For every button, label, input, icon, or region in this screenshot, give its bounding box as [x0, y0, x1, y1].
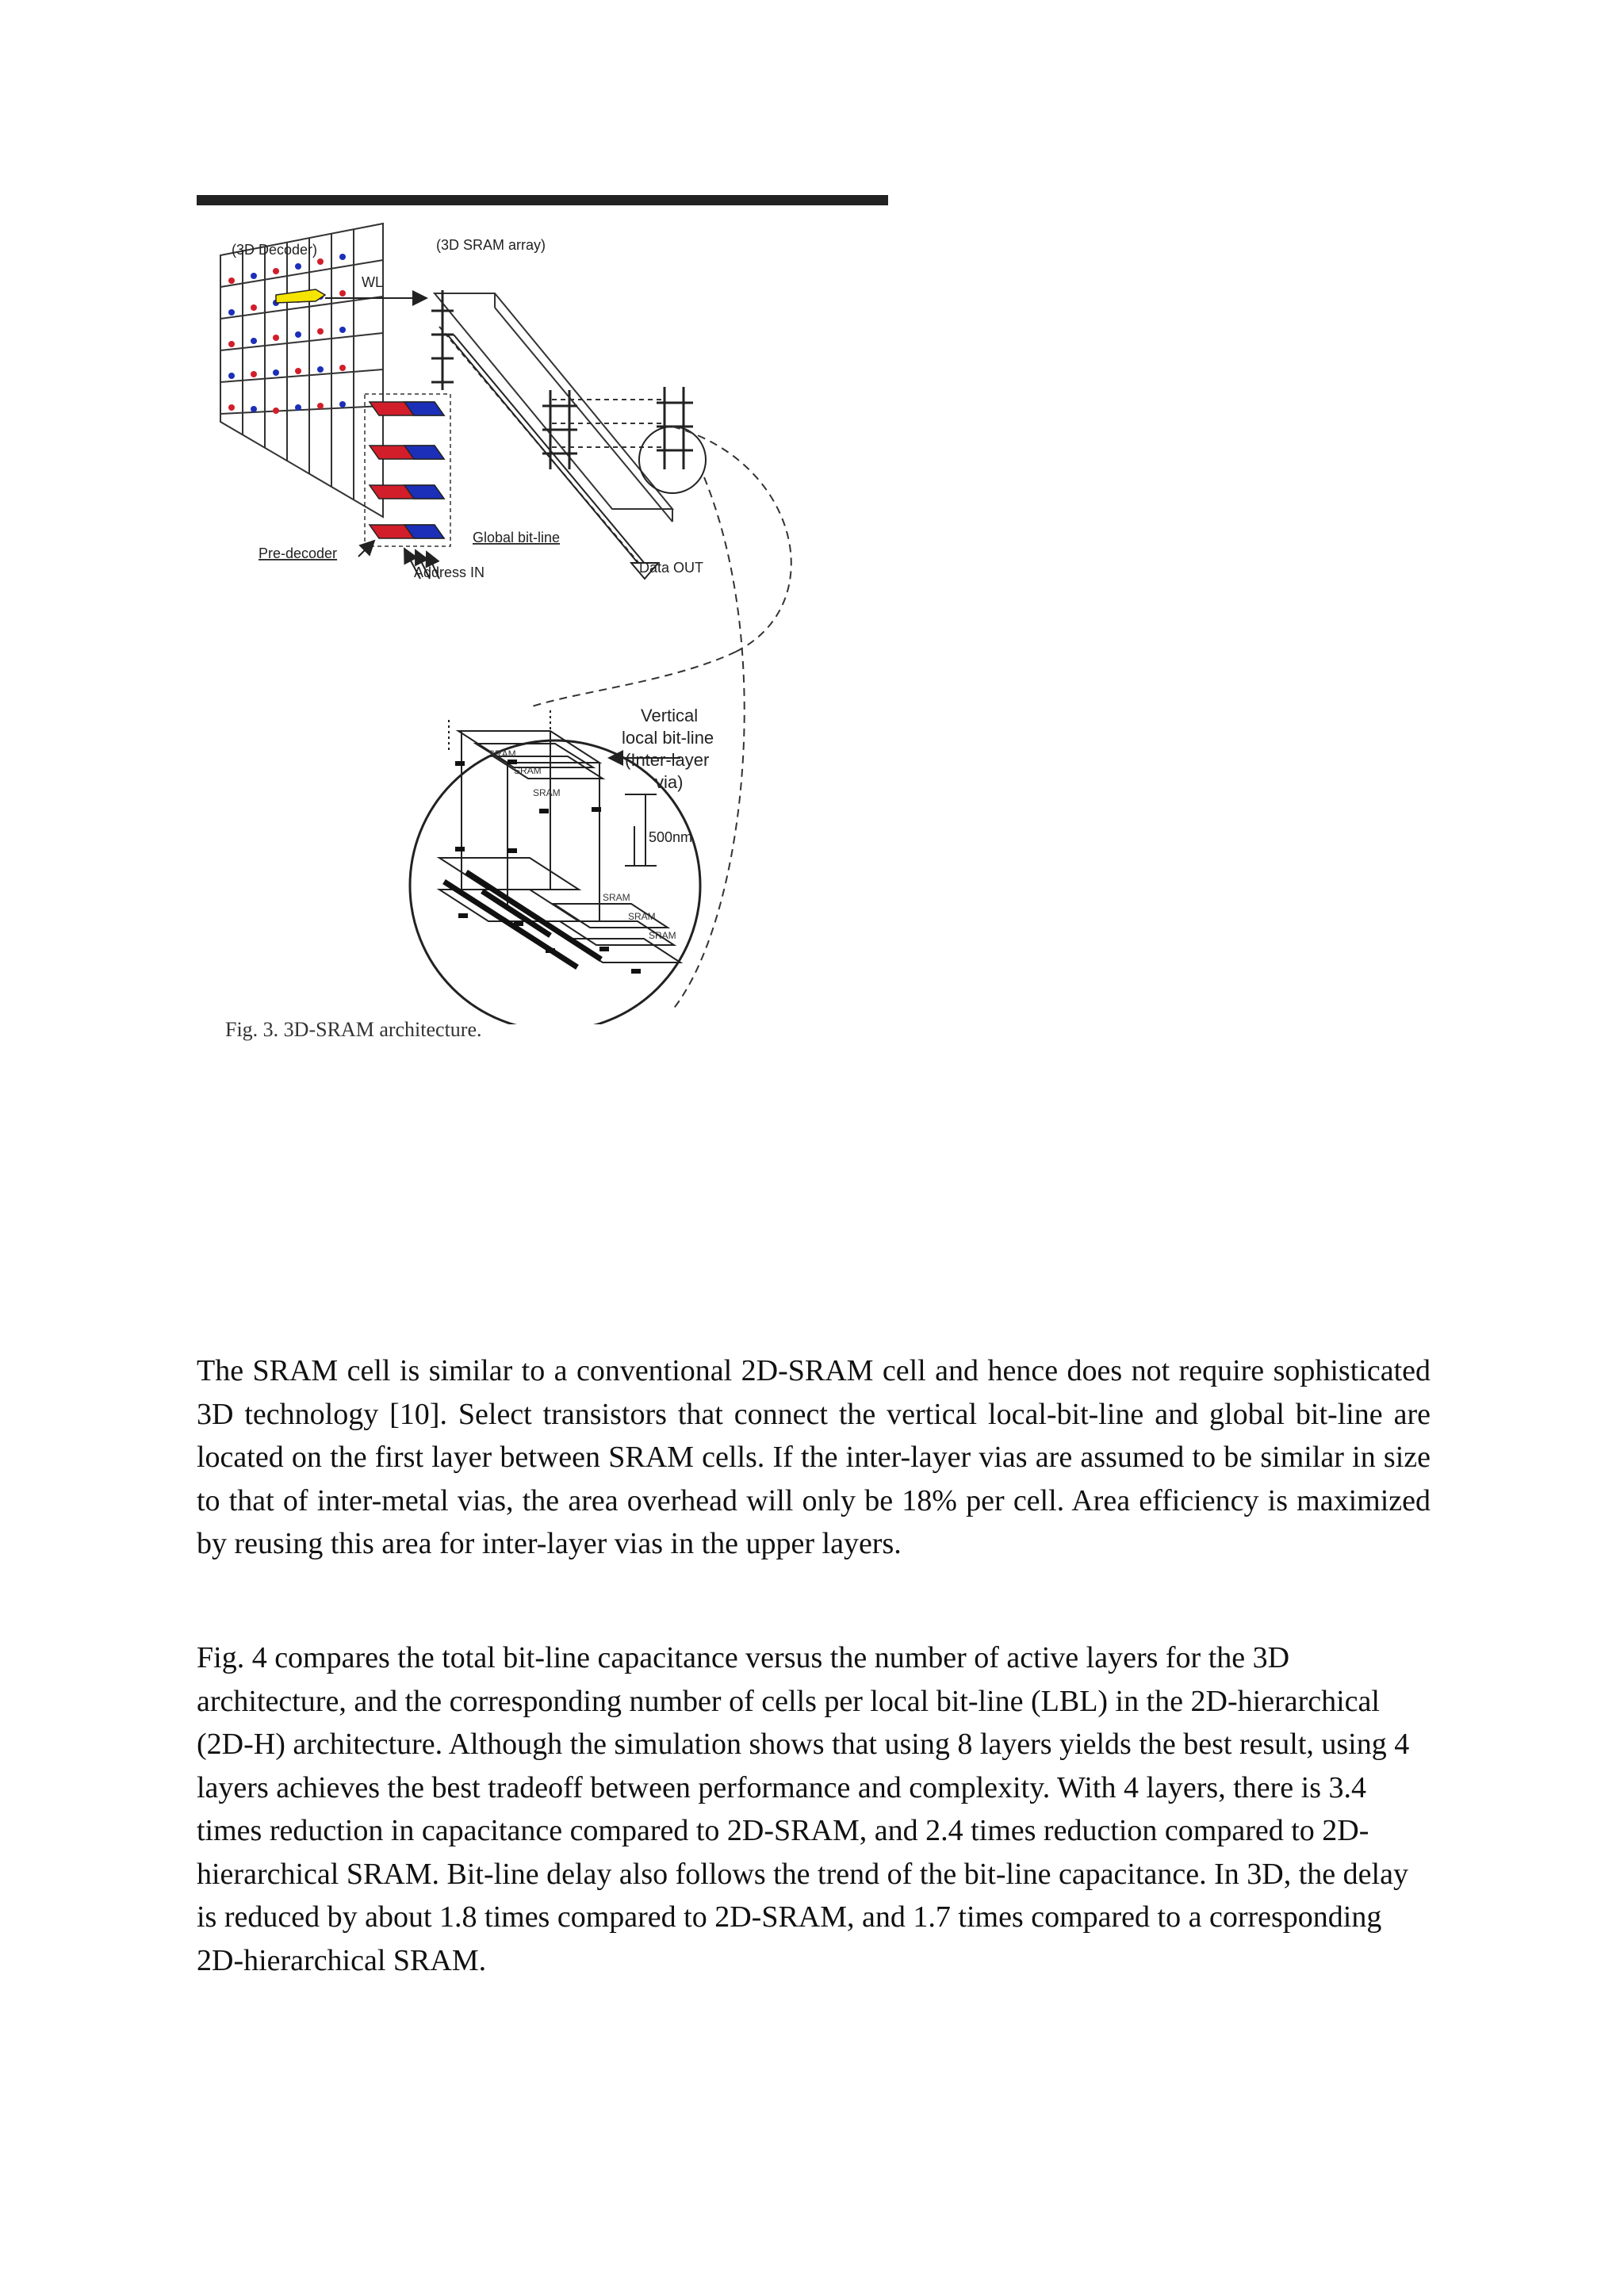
paragraph-sram-cell: The SRAM cell is similar to a conventional 2D-SRAM cell and hence does not require sophisticated 3D technology [10]. Select transistors that connect the vertical local-bit-line and global bit-line are located on the first layer between SRAM cells. If the inter-layer vias are assumed to be similar in size to that of inter-metal vias, the area overhead will only be 18% per cell. Area efficiency is maximized by reusing this area for inter-layer vias in the upper layers. — [197, 1354, 1431, 1560]
predecoder-layers — [370, 402, 444, 538]
figure-caption: Fig. 3. 3D-SRAM architecture. — [225, 1018, 482, 1041]
architecture-diagram — [197, 208, 888, 1024]
label-predecoder: Pre-decoder — [259, 545, 338, 561]
label-sram: SRAM — [514, 765, 542, 776]
label-sram: SRAM — [649, 930, 676, 941]
figure-top-rule — [197, 195, 888, 205]
label-wl: WL — [362, 274, 383, 290]
via-stacks — [431, 290, 693, 469]
label-address-in: Address IN — [414, 564, 485, 580]
label-global-bitline: Global bit-line — [473, 530, 561, 545]
label-vertical-4: via) — [655, 772, 684, 792]
label-vertical-3: (Inter-layer — [625, 750, 710, 770]
label-vertical-1: Vertical — [641, 706, 699, 725]
decoder-grid — [220, 224, 383, 517]
label-3d-sram-array: (3D SRAM array) — [436, 237, 546, 253]
label-sram: SRAM — [488, 748, 516, 760]
wordline-driver — [276, 289, 325, 303]
label-sram: SRAM — [603, 892, 630, 903]
label-3d-decoder: (3D Decoder) — [232, 242, 318, 258]
label-vertical-2: local bit-line — [622, 728, 714, 748]
label-sram: SRAM — [533, 787, 561, 798]
figure-3d-sram-architecture — [197, 208, 888, 1024]
paragraph-bitline-capacitance: Fig. 4 compares the total bit-line capacitance versus the number of active layers for the 3D architecture, and the corresponding number of cells per local bit-line (LBL) in the 2D-hierarchical (2D-H) architecture. Although the simulation shows that using 8 layers yields the best result, using 4 layers achieves the best tradeoff between performance and complexity. With 4 layers, there is 3.4 times reduction in capacitance compared to 2D-SRAM, and 2.4 times reduction compared to 2D-hierarchical SRAM. Bit-line delay also follows the trend of the bit-line capacitance. In 3D, the delay is reduced by about 1.8 times compared to 2D-SRAM, and 1.7 times compared to a corresponding 2D-hierarchical SRAM. — [197, 1641, 1410, 1977]
label-sram: SRAM — [628, 911, 656, 922]
label-data-out: Data OUT — [639, 560, 704, 576]
label-500nm: 500nm — [649, 829, 693, 845]
